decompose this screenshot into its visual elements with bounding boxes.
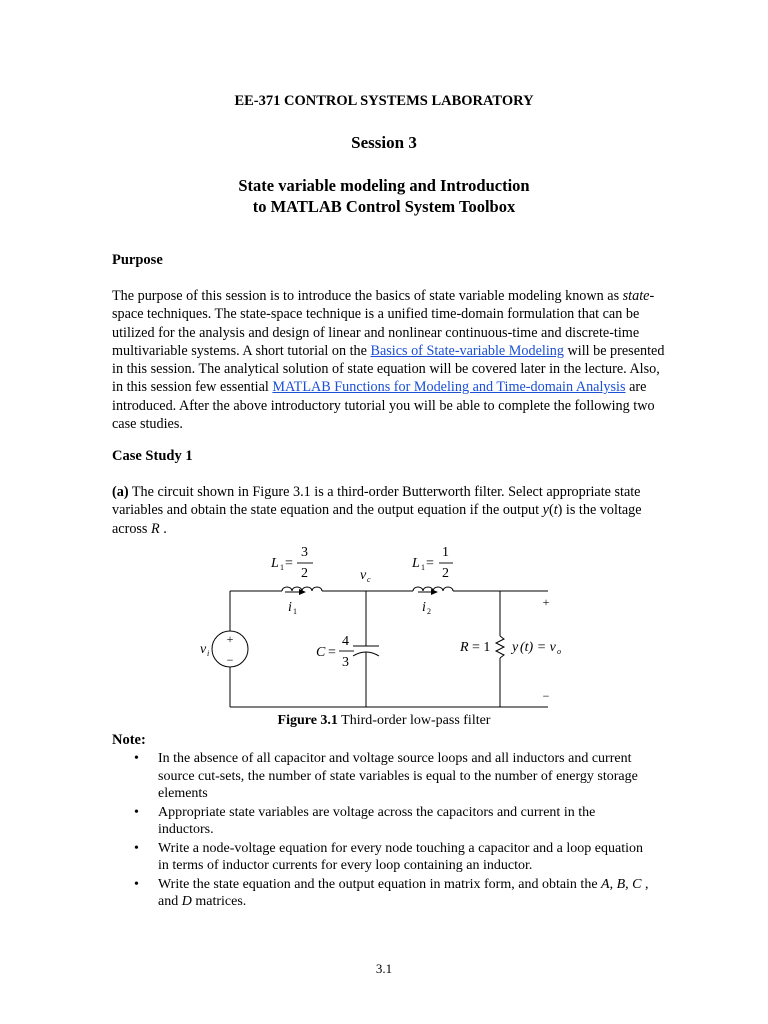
case-text-t: t bbox=[553, 502, 558, 519]
note-text: Appropriate state variables are voltage across the capacitors and current in the inductors. bbox=[158, 804, 596, 837]
state-variable-modeling-link[interactable]: Basics of State-variable Modeling bbox=[370, 342, 564, 359]
sep-2: , bbox=[625, 876, 633, 892]
case-text-rp: ) bbox=[557, 502, 563, 519]
figure-caption-text: Third-order low-pass filter bbox=[337, 713, 491, 728]
notes-list bbox=[112, 750, 652, 912]
case-text-1: The circuit shown in Figure 3.1 is a third-order Butterworth filter. Select appropriate state variables and obtain the state equation and the output equation if the output bbox=[112, 484, 641, 519]
sep-and: , and bbox=[158, 876, 649, 909]
l2-symbol: L bbox=[412, 556, 420, 571]
session-title: Session 3 bbox=[351, 133, 417, 152]
purpose-heading: Purpose bbox=[112, 252, 163, 268]
matrix-a: A bbox=[601, 876, 610, 892]
vc-subscript: c bbox=[367, 575, 371, 584]
title-line-2: to MATLAB Control System Toolbox bbox=[252, 197, 516, 216]
course-title: EE-371 CONTROL SYSTEMS LABORATORY bbox=[234, 93, 534, 109]
matrix-b: B bbox=[616, 876, 626, 892]
i2-symbol: i bbox=[422, 600, 426, 615]
figure-label: Figure 3.1 bbox=[277, 713, 338, 728]
output-y: y bbox=[512, 640, 519, 655]
list-item bbox=[112, 840, 652, 875]
figure-caption bbox=[0, 713, 768, 729]
output-minus: − bbox=[542, 689, 550, 703]
case-study-heading: Case Study 1 bbox=[112, 448, 193, 464]
bullet-icon: • bbox=[134, 804, 139, 820]
vi-symbol: v bbox=[200, 642, 207, 657]
l2-equals: = bbox=[426, 556, 434, 571]
i1-symbol: i bbox=[288, 600, 292, 615]
note-heading: Note: bbox=[112, 732, 146, 748]
vo-subscript: o bbox=[557, 647, 561, 656]
i1-subscript: 1 bbox=[293, 607, 297, 616]
bullet-icon: • bbox=[134, 876, 139, 892]
case-text-r: R bbox=[151, 520, 160, 537]
purpose-text-3: will be presented in this session. The analytical solution of state equation will be covered later in the lecture. Also, in this session few essential bbox=[112, 342, 665, 396]
case-text-y: y bbox=[542, 502, 549, 519]
matlab-functions-link[interactable]: MATLAB Functions for Modeling and Time-domain Analysis bbox=[272, 379, 626, 396]
case-text-3: . bbox=[159, 520, 167, 537]
page-number: 3.1 bbox=[375, 961, 393, 976]
current-arrow-2-head bbox=[431, 589, 438, 595]
purpose-text-italic: state bbox=[622, 288, 650, 304]
purpose-text-4: are introduced. After the above introductory tutorial you will be able to complete the following two case studies. bbox=[112, 379, 655, 433]
resistor-zigzag bbox=[496, 636, 504, 658]
i2-subscript: 2 bbox=[427, 607, 431, 616]
l2-subscript: 1 bbox=[421, 563, 425, 572]
l1-subscript: 1 bbox=[280, 563, 284, 572]
c-numerator: 4 bbox=[342, 634, 349, 649]
list-item bbox=[112, 804, 652, 839]
vi-subscript: i bbox=[207, 649, 210, 658]
list-item bbox=[112, 750, 652, 803]
source-minus: − bbox=[226, 653, 234, 667]
note-text: In the absence of all capacitor and voltage source loops and all inductors and current source cut-sets, the number of state variables is equal to the number of energy storage elements bbox=[158, 751, 638, 801]
case-text-2: is the voltage across bbox=[112, 502, 642, 537]
list-item bbox=[112, 876, 652, 911]
sep-1: , bbox=[609, 876, 617, 892]
case-text-lp: ( bbox=[548, 502, 554, 519]
matrix-d: D bbox=[181, 894, 192, 909]
vc-symbol: v bbox=[360, 568, 367, 583]
l1-symbol: L bbox=[271, 556, 279, 571]
c-symbol: C bbox=[316, 645, 326, 660]
note-text-pre: Write the state equation and the output equation in matrix form, and obtain the bbox=[158, 876, 602, 892]
l2-denominator: 2 bbox=[442, 566, 449, 581]
bullet-icon: • bbox=[134, 751, 139, 766]
r-value: = 1 bbox=[472, 640, 491, 655]
output-expression: (t) = v bbox=[520, 640, 556, 655]
l2-numerator: 1 bbox=[442, 545, 449, 560]
note-text: Write a node-voltage equation for every node touching a capacitor and a loop equation in terms of inductor currents for every loop containing an inductor. bbox=[158, 840, 643, 873]
part-label: (a) bbox=[112, 484, 129, 500]
c-denominator: 3 bbox=[342, 655, 349, 670]
bullet-icon: • bbox=[134, 840, 139, 856]
output-plus: + bbox=[542, 595, 550, 609]
purpose-text-2: -space techniques. The state-space technique is a unified time-domain formulation that can be utilized for the analysis and design of linear and nonlinear continuous-time and discrete-time multivariable systems. A short tutorial on the bbox=[112, 288, 655, 359]
purpose-text-1: The purpose of this session is to introduce the basics of state variable modeling known as bbox=[112, 288, 623, 304]
note-text-post: matrices. bbox=[191, 894, 247, 909]
l1-denominator: 2 bbox=[301, 566, 308, 581]
l1-numerator: 3 bbox=[301, 545, 308, 560]
l1-equals: = bbox=[285, 556, 293, 571]
matrix-c: C bbox=[632, 876, 642, 892]
title-line-1: State variable modeling and Introduction bbox=[238, 176, 530, 195]
r-symbol: R bbox=[460, 640, 469, 655]
source-plus: + bbox=[226, 632, 234, 646]
c-equals: = bbox=[328, 645, 336, 660]
